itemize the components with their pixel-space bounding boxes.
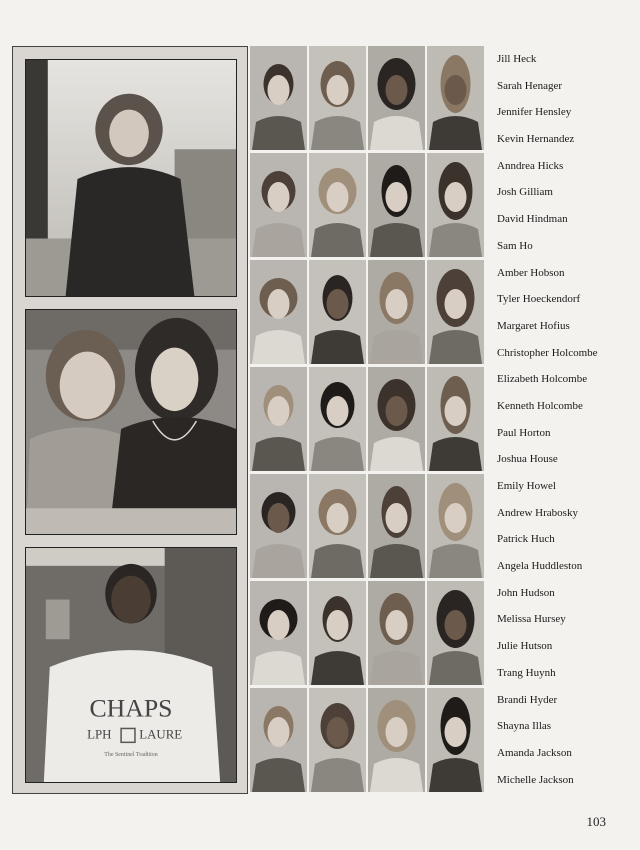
student-name: Sarah Henager — [497, 79, 563, 92]
student-portrait — [427, 367, 484, 471]
student-portrait — [427, 260, 484, 364]
student-portrait — [368, 260, 425, 364]
student-portrait — [309, 474, 366, 578]
student-portrait — [250, 367, 307, 471]
student-name: Paul Horton — [497, 426, 551, 439]
student-portrait-image — [427, 367, 484, 471]
page-number: 103 — [586, 814, 606, 829]
student-portrait-image — [368, 688, 425, 792]
student-portrait — [368, 153, 425, 257]
student-name: Julie Hutson — [497, 640, 553, 653]
student-portrait-image — [309, 367, 366, 471]
student-portrait-image — [250, 474, 307, 578]
student-portrait-image — [368, 153, 425, 257]
candid-photo-two-girls-image — [26, 310, 236, 534]
student-portrait — [427, 46, 484, 150]
student-name: Kenneth Holcombe — [497, 399, 583, 412]
student-portrait — [309, 260, 366, 364]
student-portrait — [309, 581, 366, 685]
student-name: Amber Hobson — [497, 266, 565, 279]
student-portrait-image — [368, 46, 425, 150]
student-portrait-image — [309, 474, 366, 578]
student-name: Jill Heck — [497, 53, 537, 65]
student-name: John Hudson — [497, 586, 555, 599]
student-portrait-image — [309, 46, 366, 150]
student-portrait-image — [309, 260, 366, 364]
student-portrait-image — [250, 260, 307, 364]
student-name: Amanda Jackson — [497, 746, 572, 759]
student-portrait-image — [427, 474, 484, 578]
student-name: Jennifer Hensley — [497, 106, 572, 119]
student-portrait — [309, 46, 366, 150]
student-name: Brandi Hyder — [497, 693, 558, 706]
student-name: Margaret Hofius — [497, 319, 570, 332]
student-name: Andrew Hrabosky — [497, 506, 578, 519]
student-portrait-image — [427, 688, 484, 792]
student-name: Melissa Hursey — [497, 613, 566, 626]
student-name: Emily Howel — [497, 480, 556, 492]
student-portrait — [250, 474, 307, 578]
student-name: Sam Ho — [497, 239, 533, 252]
student-portrait-image — [427, 153, 484, 257]
student-portrait — [250, 581, 307, 685]
student-name: Trang Huynh — [497, 666, 556, 679]
student-portrait-image — [368, 474, 425, 578]
student-name: Michelle Jackson — [497, 773, 574, 786]
student-portrait-image — [427, 260, 484, 364]
student-portrait-image — [368, 260, 425, 364]
candid-photo-two-girls — [25, 309, 237, 535]
student-portrait — [427, 581, 484, 685]
student-portrait — [368, 367, 425, 471]
candid-photo-boy-chaps-sweatshirt — [25, 547, 237, 783]
student-portrait-image — [427, 46, 484, 150]
student-portrait-image — [250, 46, 307, 150]
sweatshirt-tagline: The Sentinel Tradition — [104, 752, 158, 759]
sweatshirt-text-left: LPH — [87, 727, 112, 742]
student-portrait-image — [250, 688, 307, 792]
student-portrait — [309, 688, 366, 792]
student-portrait — [427, 474, 484, 578]
student-name: Shayna Illas — [497, 720, 552, 733]
student-name: Elizabeth Holcombe — [497, 373, 588, 386]
student-name: Angela Huddleston — [497, 560, 583, 573]
student-portrait — [250, 260, 307, 364]
student-name: Anndrea Hicks — [497, 159, 564, 172]
student-name: Joshua House — [497, 453, 558, 466]
student-portrait-grid — [248, 46, 490, 794]
candid-photo-panel — [12, 46, 248, 794]
student-portrait — [309, 367, 366, 471]
student-portrait-image — [309, 153, 366, 257]
student-portrait — [368, 688, 425, 792]
student-portrait-image — [250, 153, 307, 257]
sweatshirt-text-right: LAURE — [139, 727, 183, 742]
student-portrait-image — [368, 581, 425, 685]
candid-photo-girl-outdoors-image — [26, 60, 236, 296]
candid-photo-girl-outdoors — [25, 59, 237, 297]
student-name: David Hindman — [497, 213, 568, 226]
student-portrait — [309, 153, 366, 257]
student-name: Josh Gilliam — [497, 186, 553, 199]
student-portrait-image — [427, 581, 484, 685]
sweatshirt-brand-text: CHAPS — [89, 693, 173, 723]
student-portrait-image — [368, 367, 425, 471]
student-name: Patrick Huch — [497, 533, 555, 546]
student-portrait-image — [309, 581, 366, 685]
student-names-list — [497, 46, 637, 793]
student-portrait — [368, 581, 425, 685]
student-portrait — [250, 46, 307, 150]
student-portrait-image — [250, 367, 307, 471]
student-name: Christopher Holcombe — [497, 346, 598, 359]
student-portrait — [250, 688, 307, 792]
student-portrait — [250, 153, 307, 257]
student-portrait — [427, 153, 484, 257]
student-portrait — [368, 474, 425, 578]
student-name: Tyler Hoeckendorf — [497, 293, 581, 306]
student-name: Kevin Hernandez — [497, 133, 575, 146]
student-portrait — [368, 46, 425, 150]
student-portrait-image — [309, 688, 366, 792]
student-portrait — [427, 688, 484, 792]
student-portrait-image — [250, 581, 307, 685]
candid-photo-boy-chaps-image — [26, 548, 236, 782]
